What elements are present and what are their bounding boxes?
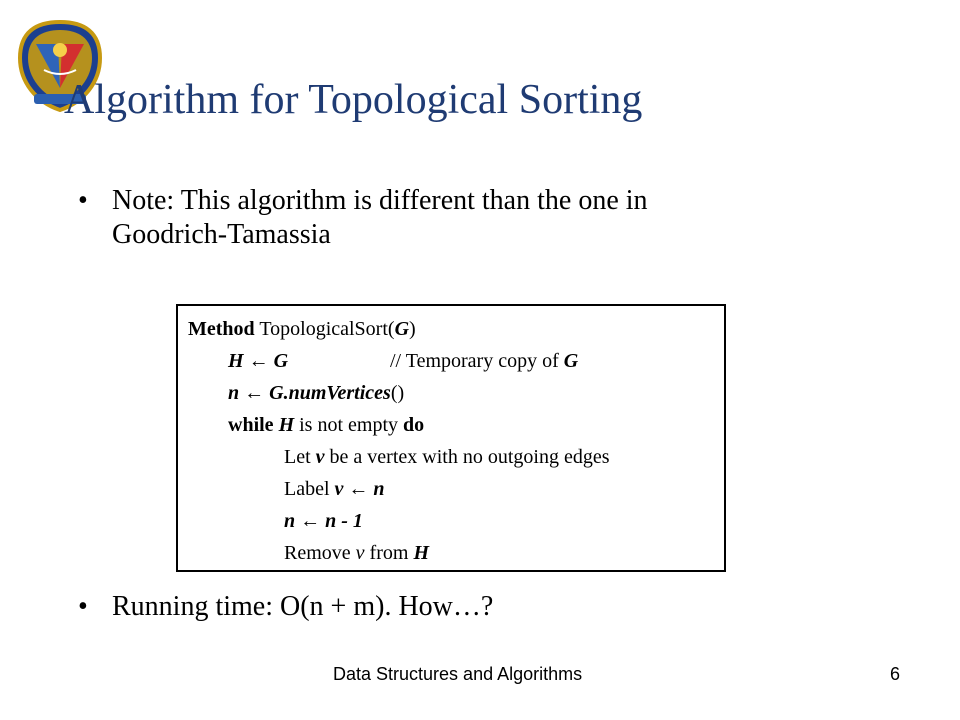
bullet-text — [112, 184, 648, 252]
left-arrow-icon: ← — [248, 350, 269, 372]
left-arrow-icon: ← — [244, 382, 265, 404]
footer-page-number: 6 — [890, 664, 901, 684]
algo-line-remove: Remove v from H — [284, 542, 429, 564]
bullet-marker: • — [78, 185, 88, 216]
algo-line-let: Let v be a vertex with no outgoing edges — [284, 446, 610, 468]
footer-course-title: Data Structures and Algorithms — [333, 664, 583, 684]
algo-line-while: while H is not empty do — [228, 414, 425, 436]
algo-line-decrement: n ← n - 1 — [284, 510, 363, 532]
slide-title: Algorithm for Topological Sorting — [64, 77, 643, 123]
algo-line-copy: H ← G — [228, 350, 289, 372]
bullet-line2: Goodrich-Tamassia — [112, 219, 331, 250]
bullet-text: Running time: O(n + m). How…? — [112, 591, 494, 622]
bullet-marker: • — [78, 591, 88, 622]
algo-line-method: Method TopologicalSort(G) — [188, 318, 416, 340]
left-arrow-icon: ← — [300, 510, 321, 532]
bullet-line1: Note: This algorithm is different than the one in — [112, 185, 648, 216]
left-arrow-icon: ← — [348, 478, 369, 500]
algo-line-numvertices: n ← G.numVertices() — [228, 382, 405, 404]
algorithm-box — [176, 304, 726, 572]
algo-comment: // Temporary copy of G — [390, 350, 579, 372]
algo-line-label: Label v ← n — [284, 478, 385, 500]
